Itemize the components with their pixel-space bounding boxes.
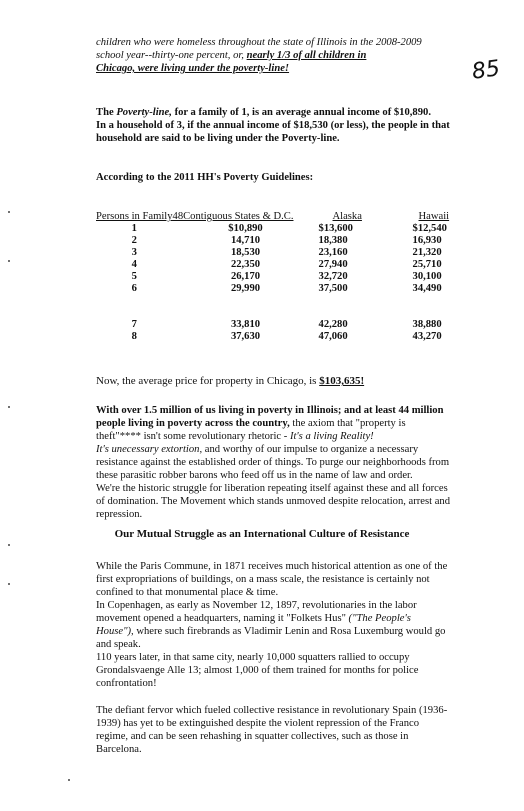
cell: 3 (131, 247, 137, 258)
para2-line-4: In Copenhagen, as early as November 12, 1897, revolutionaries in the labor (96, 600, 417, 611)
margin-mark (8, 544, 10, 546)
table-header-row (96, 211, 479, 223)
property-text: Now, the average price for property in Chicago, is (96, 375, 320, 387)
cell: 29,990 (230, 283, 261, 294)
para1-italic: It's a living Reality! (289, 431, 374, 442)
cell: 26,170 (230, 271, 261, 282)
section-heading: Our Mutual Struggle as an International Culture of Resistance (114, 528, 410, 540)
para1-line-3 (96, 431, 374, 443)
para2-text: where such firebrands as Vladimir Lenin and Rosa Luxemburg would go (133, 626, 446, 637)
cell: 30,100 (412, 271, 442, 282)
cell: $12,540 (412, 223, 447, 234)
poverty-def-post: for a family of 1, is an average annual income of $10,890. (171, 107, 431, 118)
table-row (96, 247, 479, 259)
cell: 42,280 (318, 319, 348, 330)
cell: 21,320 (412, 247, 442, 258)
intro-line-3: Chicago, were living under the poverty-line! (96, 63, 290, 74)
cell: 33,810 (230, 319, 261, 330)
para1-text: theft"**** isn't some revolutionary rhetoric - (96, 431, 290, 442)
poverty-def-line-1 (96, 107, 431, 119)
para3-line-3: regime, and can be seen rehashing in squatter collectives, such as those in (96, 731, 409, 742)
para1-line-8: of domination. The Movement which stands unmoved despite relocation, arrest and (96, 496, 451, 507)
para1-line-6: these parasitic robber barons who feed off us in the name of law and order. (96, 470, 413, 481)
cell: $13,600 (318, 223, 353, 234)
table-row (96, 319, 479, 331)
intro-line-2-text: school year--thirty-one percent, or, (96, 50, 247, 61)
para2-line-9: Grondalsvaenge Alle 13; almost 1,000 of them trained for months for police (96, 665, 419, 676)
para1-line-9: repression. (96, 509, 143, 520)
header-persons: Persons in Family (96, 211, 173, 222)
poverty-guidelines-table (96, 211, 479, 343)
para3-line-4: Barcelona. (96, 744, 142, 755)
property-amount: $103,635! (319, 375, 365, 387)
para1-bold: people living in poverty across the country, (96, 418, 290, 429)
header-hawaii: Hawaii (418, 211, 450, 222)
para1-line-4 (96, 444, 418, 456)
poverty-line-term: Poverty-line, (116, 107, 172, 118)
para1-text: the axiom that "property is (289, 418, 406, 429)
cell: 1 (131, 223, 137, 234)
para2-line-1: While the Paris Commune, in 1871 receives much historical attention as one of the (96, 561, 448, 572)
poverty-def-line-2: In a household of 3, if the annual income of $18,530 (or less), the people in that (96, 120, 450, 131)
cell: 47,060 (318, 331, 348, 342)
cell: 2 (131, 235, 137, 246)
cell: 22,350 (230, 259, 261, 270)
para2-line-2: first expropriations of buildings, on a mass scale, the resistance is certainly not (96, 574, 430, 585)
cell: 18,380 (318, 235, 348, 246)
cell: 37,630 (230, 331, 261, 342)
property-price-line (96, 375, 364, 387)
cell: 34,490 (412, 283, 442, 294)
para2-line-3: confined to that monumental place & time. (96, 587, 279, 598)
cell: 4 (131, 259, 137, 270)
margin-mark (68, 779, 70, 781)
guidelines-label: According to the 2011 HH's Poverty Guidelines: (96, 172, 314, 183)
para2-line-7: and speak. (96, 639, 141, 650)
table-row (96, 331, 479, 343)
para2-line-6 (96, 626, 445, 638)
cell: 37,500 (318, 283, 348, 294)
para1-line-2 (96, 418, 406, 430)
cell: 32,720 (318, 271, 348, 282)
para2-italic: ("The People's (348, 613, 411, 624)
cell: 14,710 (230, 235, 261, 246)
table-row (96, 223, 479, 235)
table-row (96, 283, 479, 295)
intro-emphasis: nearly 1/3 of all children in (246, 50, 367, 61)
para2-italic: House"), (96, 626, 134, 637)
poverty-def-pre: The (96, 107, 117, 118)
cell: 43,270 (412, 331, 442, 342)
header-contiguous: 48Contiguous States & D.C. (172, 211, 294, 222)
margin-mark (8, 260, 10, 262)
cell: 25,710 (412, 259, 442, 270)
para2-line-8: 110 years later, in that same city, nearly 10,000 squatters rallied to occupy (96, 652, 410, 663)
cell: 27,940 (318, 259, 348, 270)
table-row (96, 235, 479, 247)
poverty-def-line-3: household are said to be living under the Poverty-line. (96, 133, 340, 144)
cell: 16,930 (412, 235, 442, 246)
para2-line-10: confrontation! (96, 678, 157, 689)
header-alaska: Alaska (332, 211, 362, 222)
margin-mark (8, 583, 10, 585)
para3-line-1: The defiant fervor which fueled collective resistance in revolutionary Spain (1936- (96, 705, 448, 716)
intro-line-2 (96, 50, 366, 62)
intro-line-1: children who were homeless throughout the state of Illinois in the 2008-2009 (96, 37, 422, 48)
margin-mark (8, 211, 10, 213)
table-row (96, 271, 479, 283)
para1-line-1: With over 1.5 million of us living in poverty in Illinois; and at least 44 million (96, 405, 444, 416)
para1-italic: It's unecessary extortion, (96, 444, 203, 455)
para2-line-5 (96, 613, 411, 625)
para1-text: and worthy of our impulse to organize a necessary (202, 444, 419, 455)
para3-line-2: 1939) has yet to be extinguished despite the violent repression of the Franco (96, 718, 420, 729)
cell: 6 (131, 283, 137, 294)
cell: 7 (131, 319, 137, 330)
para1-line-5: resistance against the established order of things. To purge our neighborhoods from (96, 457, 450, 468)
cell: 23,160 (318, 247, 348, 258)
cell: 5 (131, 271, 137, 282)
cell: 38,880 (412, 319, 442, 330)
cell: $10,890 (228, 223, 263, 234)
table-row (96, 259, 479, 271)
para1-line-7: We're the historic struggle for liberation repeating itself against these and all forces (96, 483, 448, 494)
cell: 18,530 (230, 247, 261, 258)
table-gap (96, 295, 479, 319)
cell: 8 (131, 331, 137, 342)
page-number: 85 (470, 56, 502, 85)
para2-text: movement opened a headquarters, naming it "Folkets Hus" (96, 613, 349, 624)
margin-mark (8, 406, 10, 408)
